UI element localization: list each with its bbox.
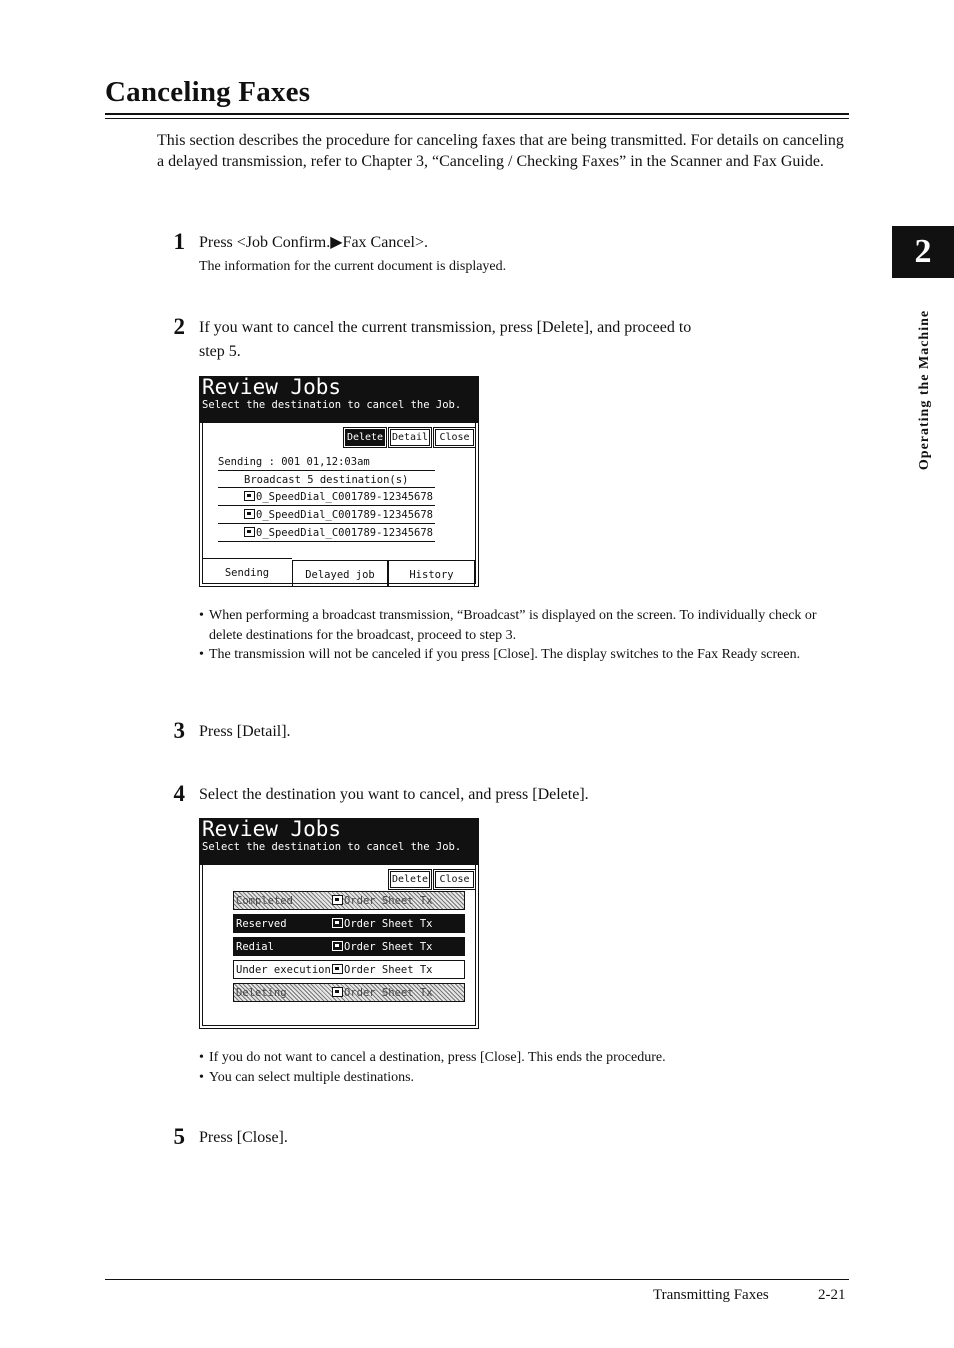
tab-delayed-job[interactable]: Delayed job <box>292 560 388 586</box>
step-2-text-line1: If you want to cancel the current transmission, press [Delete], and proceed to <box>199 319 692 336</box>
note-item: • When performing a broadcast transmission, “Broadcast” is displayed on the screen. To individually check or delete destinations for the broadcast, proceed to step 3. <box>199 606 839 645</box>
note-item: • You can select multiple destinations. <box>199 1068 839 1088</box>
step-1-number: 1 <box>173 229 185 254</box>
job-status: Completed <box>236 895 293 907</box>
step-1-text: Press <Job Confirm.▶Fax Cancel>. <box>199 234 428 251</box>
screen-header <box>200 819 478 865</box>
job-document: Order Sheet Tx <box>344 941 433 953</box>
chapter-tab: 2 <box>892 226 954 278</box>
screen-header <box>200 377 478 423</box>
chapter-label <box>917 290 933 490</box>
step-5-text: Press [Close]. <box>199 1129 288 1146</box>
fax-icon <box>332 895 343 905</box>
divider <box>218 523 435 524</box>
notes-step-4 <box>199 1048 839 1087</box>
fax-icon <box>332 987 343 997</box>
step-2-number: 2 <box>173 314 185 339</box>
screen-subtitle: Select the destination to cancel the Job. <box>202 841 462 853</box>
delete-button[interactable]: Delete <box>345 429 385 446</box>
note-item: • The transmission will not be canceled if you press [Close]. The display switches to the Fax Ready screen. <box>199 645 839 665</box>
job-row-completed[interactable] <box>233 891 465 910</box>
destination-item[interactable] <box>244 527 433 539</box>
step-1-subtext: The information for the current document is displayed. <box>199 259 507 274</box>
note-item: • If you do not want to cancel a destination, press [Close]. This ends the procedure. <box>199 1048 839 1068</box>
step-4-number: 4 <box>173 781 185 806</box>
title-rule <box>105 113 849 115</box>
intro-paragraph: This section describes the procedure for canceling faxes that are being transmitted. For details on canceling a delayed transmission, refer to Chapter 3, “Canceling / Checking Faxes” in the Scanner and Fax Guide. <box>157 132 844 170</box>
tab-history[interactable]: History <box>388 560 475 586</box>
job-document: Order Sheet Tx <box>344 964 433 976</box>
destination-item[interactable] <box>244 509 433 521</box>
step-4-text: Select the destination you want to cancel, and press [Delete]. <box>199 786 589 803</box>
divider <box>218 487 435 488</box>
fax-icon <box>332 941 343 951</box>
job-row-deleting[interactable] <box>233 983 465 1002</box>
divider <box>218 505 435 506</box>
destination-label: 0_SpeedDial_C001789-12345678 <box>256 509 434 521</box>
job-document: Order Sheet Tx <box>344 987 433 999</box>
job-status: Reserved <box>236 918 287 930</box>
fax-icon <box>244 491 255 501</box>
close-button[interactable]: Close <box>435 871 474 888</box>
job-row-under-execution[interactable] <box>233 960 465 979</box>
step-3-number: 3 <box>173 718 185 743</box>
divider <box>218 470 435 471</box>
footer-section: Transmitting Faxes <box>653 1287 769 1303</box>
job-status: Redial <box>236 941 274 953</box>
job-row-redial[interactable] <box>233 937 465 956</box>
step-3-text: Press [Detail]. <box>199 723 291 740</box>
footer-rule <box>105 1279 849 1280</box>
step-2-text-line2: step 5. <box>199 343 241 360</box>
job-status: Deleting <box>236 987 287 999</box>
destination-label: 0_SpeedDial_C001789-12345678 <box>256 527 434 539</box>
step-5-number: 5 <box>173 1124 185 1149</box>
fax-icon <box>332 964 343 974</box>
sending-line: Sending : 001 01,12:03am <box>218 456 370 468</box>
fax-icon <box>332 918 343 928</box>
broadcast-line: Broadcast 5 destination(s) <box>244 474 409 486</box>
job-status: Under execution <box>236 964 331 976</box>
fax-icon <box>244 527 255 537</box>
destination-item[interactable] <box>244 491 433 503</box>
delete-button[interactable]: Delete <box>390 871 430 888</box>
page-title: Canceling Faxes <box>105 76 311 108</box>
close-button[interactable]: Close <box>435 429 474 446</box>
screen-title: Review Jobs <box>202 817 342 841</box>
tab-sending[interactable]: Sending <box>202 558 292 584</box>
job-document: Order Sheet Tx <box>344 895 433 907</box>
screen-title: Review Jobs <box>202 375 342 399</box>
title-rule-thin <box>105 118 849 119</box>
notes-step-2 <box>199 606 839 665</box>
footer-page-number: 2-21 <box>818 1287 846 1303</box>
destination-label: 0_SpeedDial_C001789-12345678 <box>256 491 434 503</box>
screen-review-jobs-sending <box>199 376 479 587</box>
chapter-label-text: Operating the Machine <box>917 309 932 471</box>
screen-review-jobs-detail <box>199 818 479 1029</box>
screen-subtitle: Select the destination to cancel the Job. <box>202 399 462 411</box>
fax-icon <box>244 509 255 519</box>
job-document: Order Sheet Tx <box>344 918 433 930</box>
detail-button[interactable]: Detail <box>390 429 430 446</box>
job-row-reserved[interactable] <box>233 914 465 933</box>
divider <box>218 541 435 542</box>
